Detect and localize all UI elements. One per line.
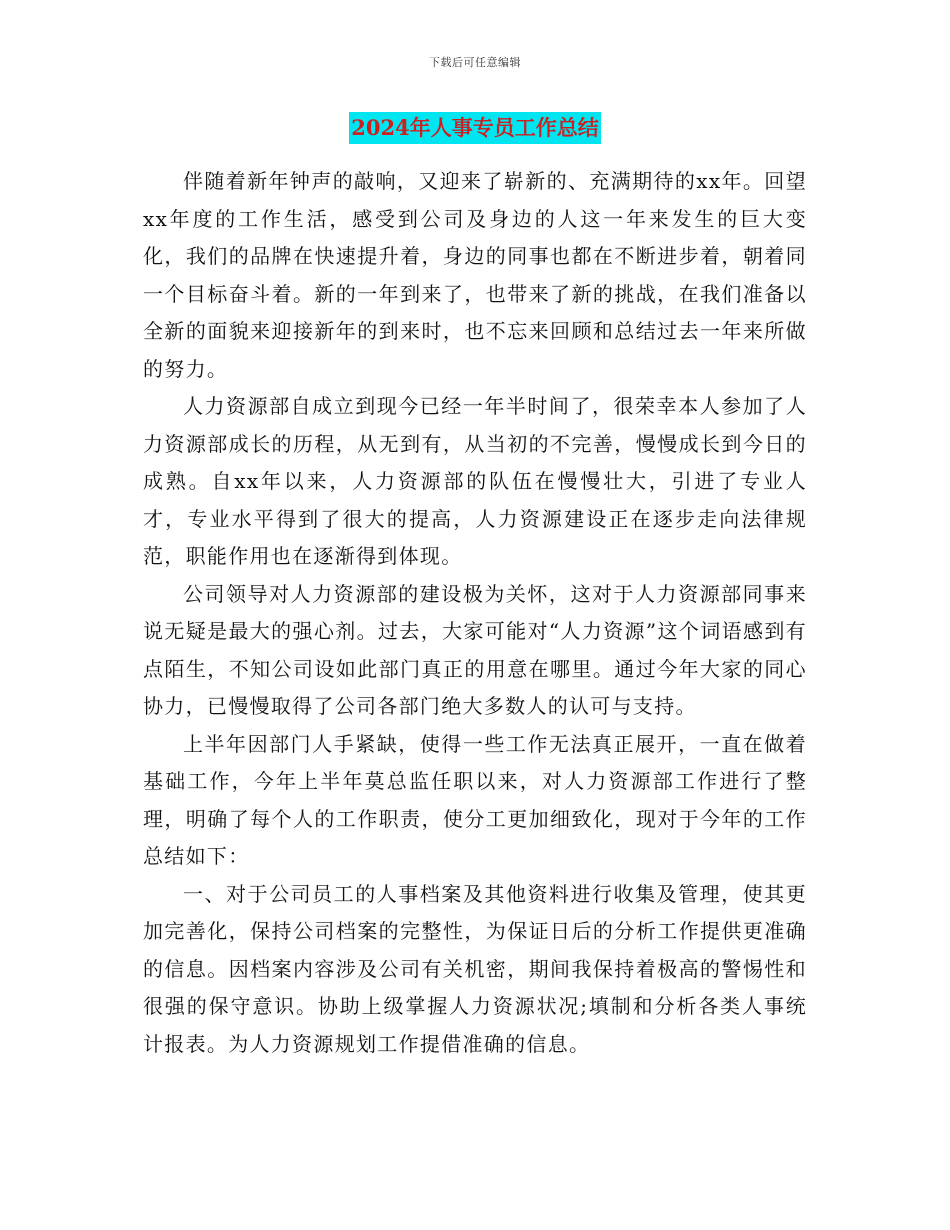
paragraph: 人力资源部自成立到现今已经一年半时间了，很荣幸本人参加了人力资源部成长的历程，从无到有，从当初的不完善，慢慢成长到今日的成熟。自xx年以来，人力资源部的队伍在慢慢壮大，引进了专业人才，专业水平得到了很大的提高，人力资源建设正在逐步走向法律规范，职能作用也在逐渐得到体现。 (143, 394, 807, 568)
paragraph: 伴随着新年钟声的敲响，又迎来了崭新的、充满期待的xx年。回望xx年度的工作生活，感受到公司及身边的人这一年来发生的巨大变化，我们的品牌在快速提升着，身边的同事也都在不断进步着，朝着同一个目标奋斗着。新的一年到来了，也带来了新的挑战，在我们准备以全新的面貌来迎接新年的到来时，也不忘来回顾和总结过去一年来所做的努力。 (143, 169, 807, 381)
title-wrapper (0, 112, 950, 144)
document-title: 2024年人事专员工作总结 (349, 112, 600, 144)
paragraph: 一、对于公司员工的人事档案及其他资料进行收集及管理，使其更加完善化，保持公司档案的完整性，为保证日后的分析工作提供更准确的信息。因档案内容涉及公司有关机密，期间我保持着极高的警惕性和很强的保守意识。协助上级掌握人力资源状况;填制和分析各类人事统计报表。为人力资源规划工作提借准确的信息。 (143, 881, 807, 1056)
paragraph: 上半年因部门人手紧缺，使得一些工作无法真正展开，一直在做着基础工作，今年上半年莫总监任职以来，对人力资源部工作进行了整理，明确了每个人的工作职责，使分工更加细致化，现对于今年的工作总结如下： (143, 731, 807, 868)
paragraph: 公司领导对人力资源部的建设极为关怀，这对于人力资源部同事来说无疑是最大的强心剂。过去，大家可能对“人力资源”这个词语感到有点陌生，不知公司设如此部门真正的用意在哪里。通过今年大家的同心协力，已慢慢取得了公司各部门绝大多数人的认可与支持。 (143, 581, 807, 718)
document-body (143, 163, 807, 1063)
header-note: 下载后可任意编辑 (429, 56, 521, 69)
